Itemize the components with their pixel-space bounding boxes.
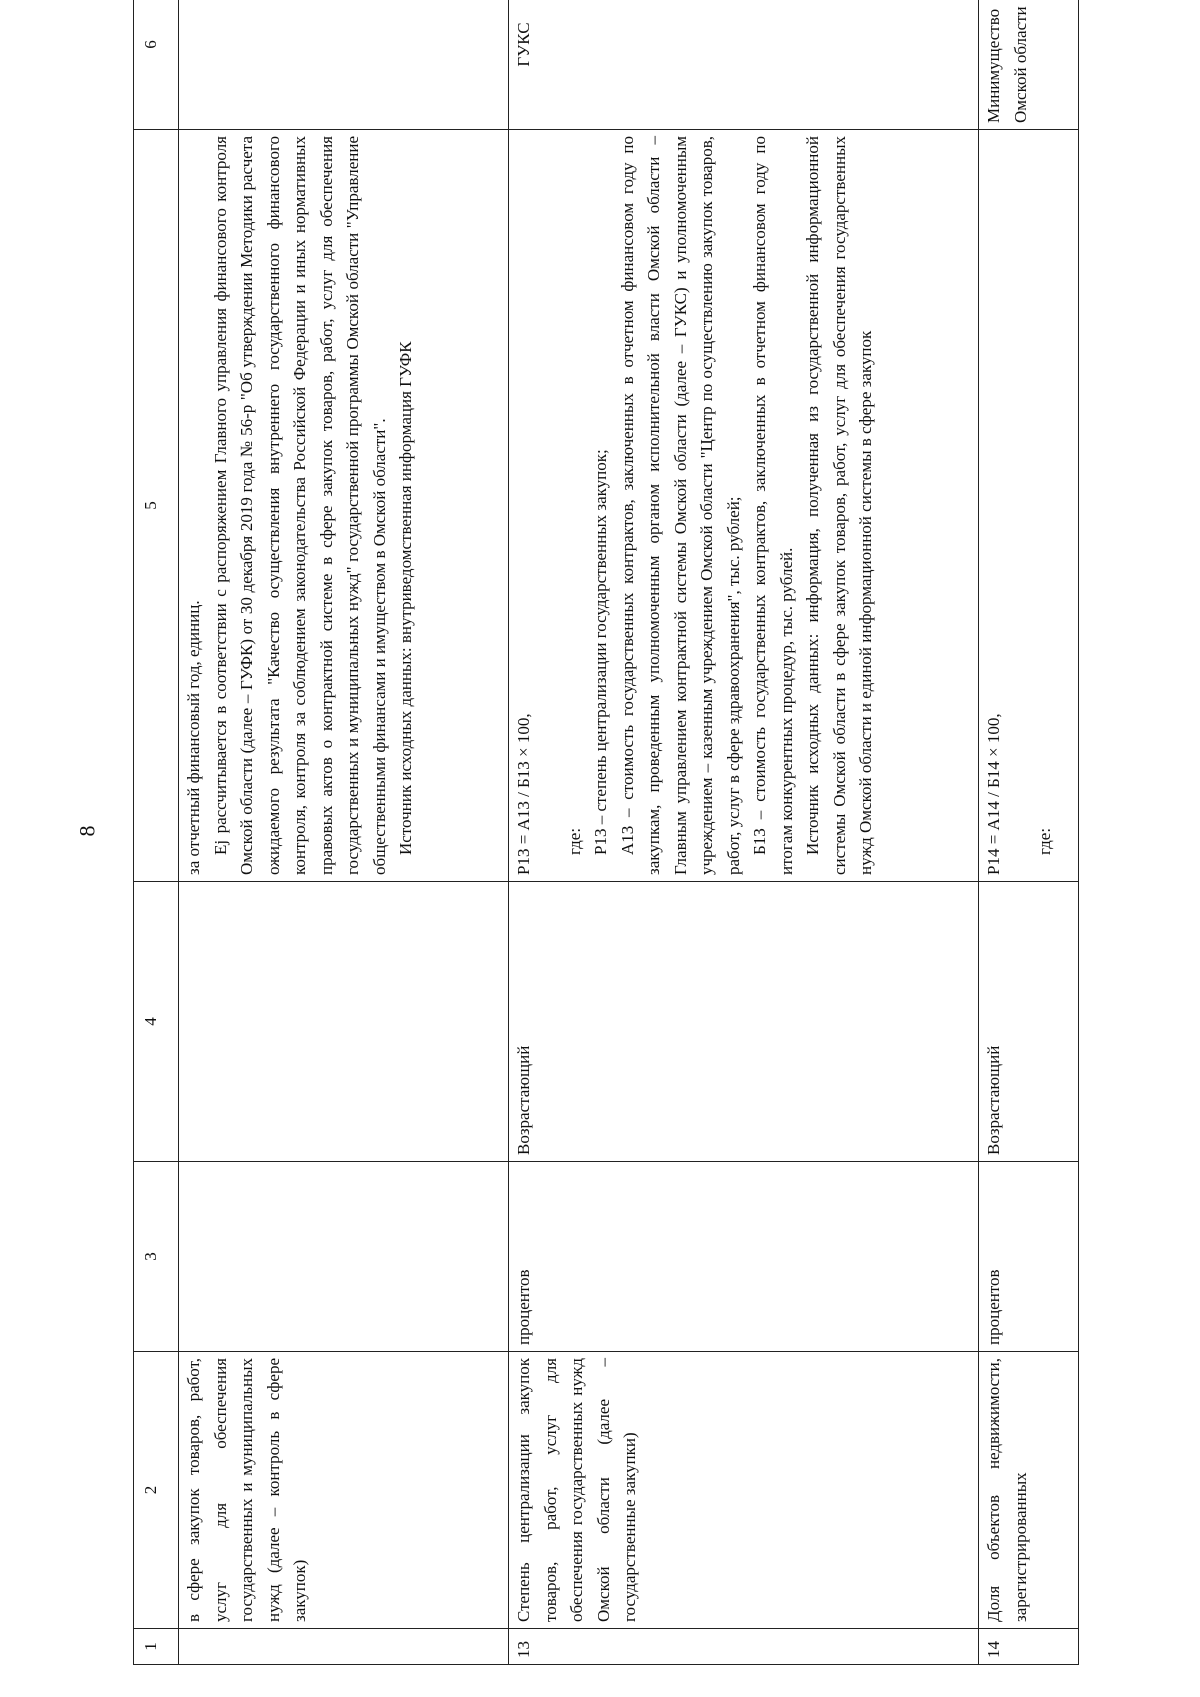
row13-where: где: <box>564 827 584 855</box>
row14-where: где: <box>1034 827 1054 855</box>
table-row-13 <box>509 0 979 1665</box>
row13-trend: Возрастающий <box>509 882 979 1162</box>
row13-unit: процентов <box>509 1162 979 1352</box>
row14-method-cell <box>979 130 1079 882</box>
row14-formula: Р14 = А14 / Б14 × 100, <box>984 713 1003 875</box>
row12-method-line1: за отчетный финансовый год, единиц. <box>184 600 203 875</box>
header-col-2: 2 <box>134 1352 179 1629</box>
rotated-table-frame <box>133 0 1070 1665</box>
table-row-12-continuation <box>179 0 509 1665</box>
row12-trend-cell <box>179 882 509 1162</box>
row12-number-cell <box>179 1629 509 1665</box>
row13-responsible: ГУКС <box>509 0 979 130</box>
table-row-14 <box>979 0 1079 1665</box>
row12-indicator-name: в сфере закупок товаров, работ, услуг для обеспечения государственных и муниципальных нужд (далее – контроль в сфере закупок) <box>179 1352 509 1629</box>
row14-unit: процентов <box>979 1162 1079 1352</box>
header-col-5: 5 <box>134 130 179 882</box>
row12-method-cell <box>179 130 509 882</box>
row12-unit-cell <box>179 1162 509 1352</box>
row13-indicator-name: Степень централизации закупок товаров, работ, услуг для обеспечения государственных нужд Омской области (далее – государственные закупки) <box>509 1352 979 1629</box>
row13-def-a13: А13 – стоимость государственных контрактов, заключенных в отчетном финансовом году по закупкам, проведенным уполномоченным органом исполнительной власти Омской области – Главным управлением контрактной системы Омской области (далее – ГУКС) и уполномоченным учреждением – казенным учреждением Омской области "Центр по осуществлению закупок товаров, работ, услуг в сфере здравоохранения", тыс. рублей; <box>617 136 743 875</box>
row12-method-ej: Ej рассчитывается в соответствии с распоряжением Главного управления финансового контроля Омской области (далее – ГУФК) от 30 декабря 2019 года № 56-р "Об утверждении Методики расчета ожидаемого результата "Качество осуществления внутреннего государственного финансового контроля, контроля за соблюдением законодательства Российской Федерации и иных нормативных правовых актов о контрактной системе в сфере закупок товаров, работ, услуг для обеспечения государственных и муниципальных нужд" государственной программы Омской области "Управление общественными финансами и имуществом в Омской области". <box>210 136 389 875</box>
header-col-1: 1 <box>134 1629 179 1665</box>
row13-formula: Р13 = А13 / Б13 × 100, <box>514 713 533 875</box>
page-number: 8 <box>74 825 100 837</box>
header-col-6: 6 <box>134 0 179 130</box>
row14-trend: Возрастающий <box>979 882 1079 1162</box>
header-col-4: 4 <box>134 882 179 1162</box>
row13-method-cell <box>509 130 979 882</box>
row14-responsible: Минимущество Омской области <box>979 0 1079 130</box>
indicators-table <box>133 0 1079 1665</box>
row13-def-b13: Б13 – стоимость государственных контрактов, заключенных в отчетном финансовом году по итогам конкурентных процедур, тыс. рублей. <box>750 136 796 875</box>
row13-number: 13 <box>509 1629 979 1665</box>
row12-method-source: Источник исходных данных: внутриведомственная информация ГУФК <box>396 341 415 855</box>
row12-responsible-cell <box>179 0 509 130</box>
row13-source: Источник исходных данных: информация, полученная из государственной информационной системы Омской области в сфере закупок товаров, работ, услуг для обеспечения государственных нужд Омской области и единой информационной системы в сфере закупок <box>803 136 875 875</box>
table-header-row <box>134 0 179 1665</box>
header-col-3: 3 <box>134 1162 179 1352</box>
row14-number: 14 <box>979 1629 1079 1665</box>
row13-def-p13: Р13 – степень централизации государственных закупок; <box>591 449 610 855</box>
row14-indicator-name: Доля объектов недвижимости, зарегистрированных <box>979 1352 1079 1629</box>
